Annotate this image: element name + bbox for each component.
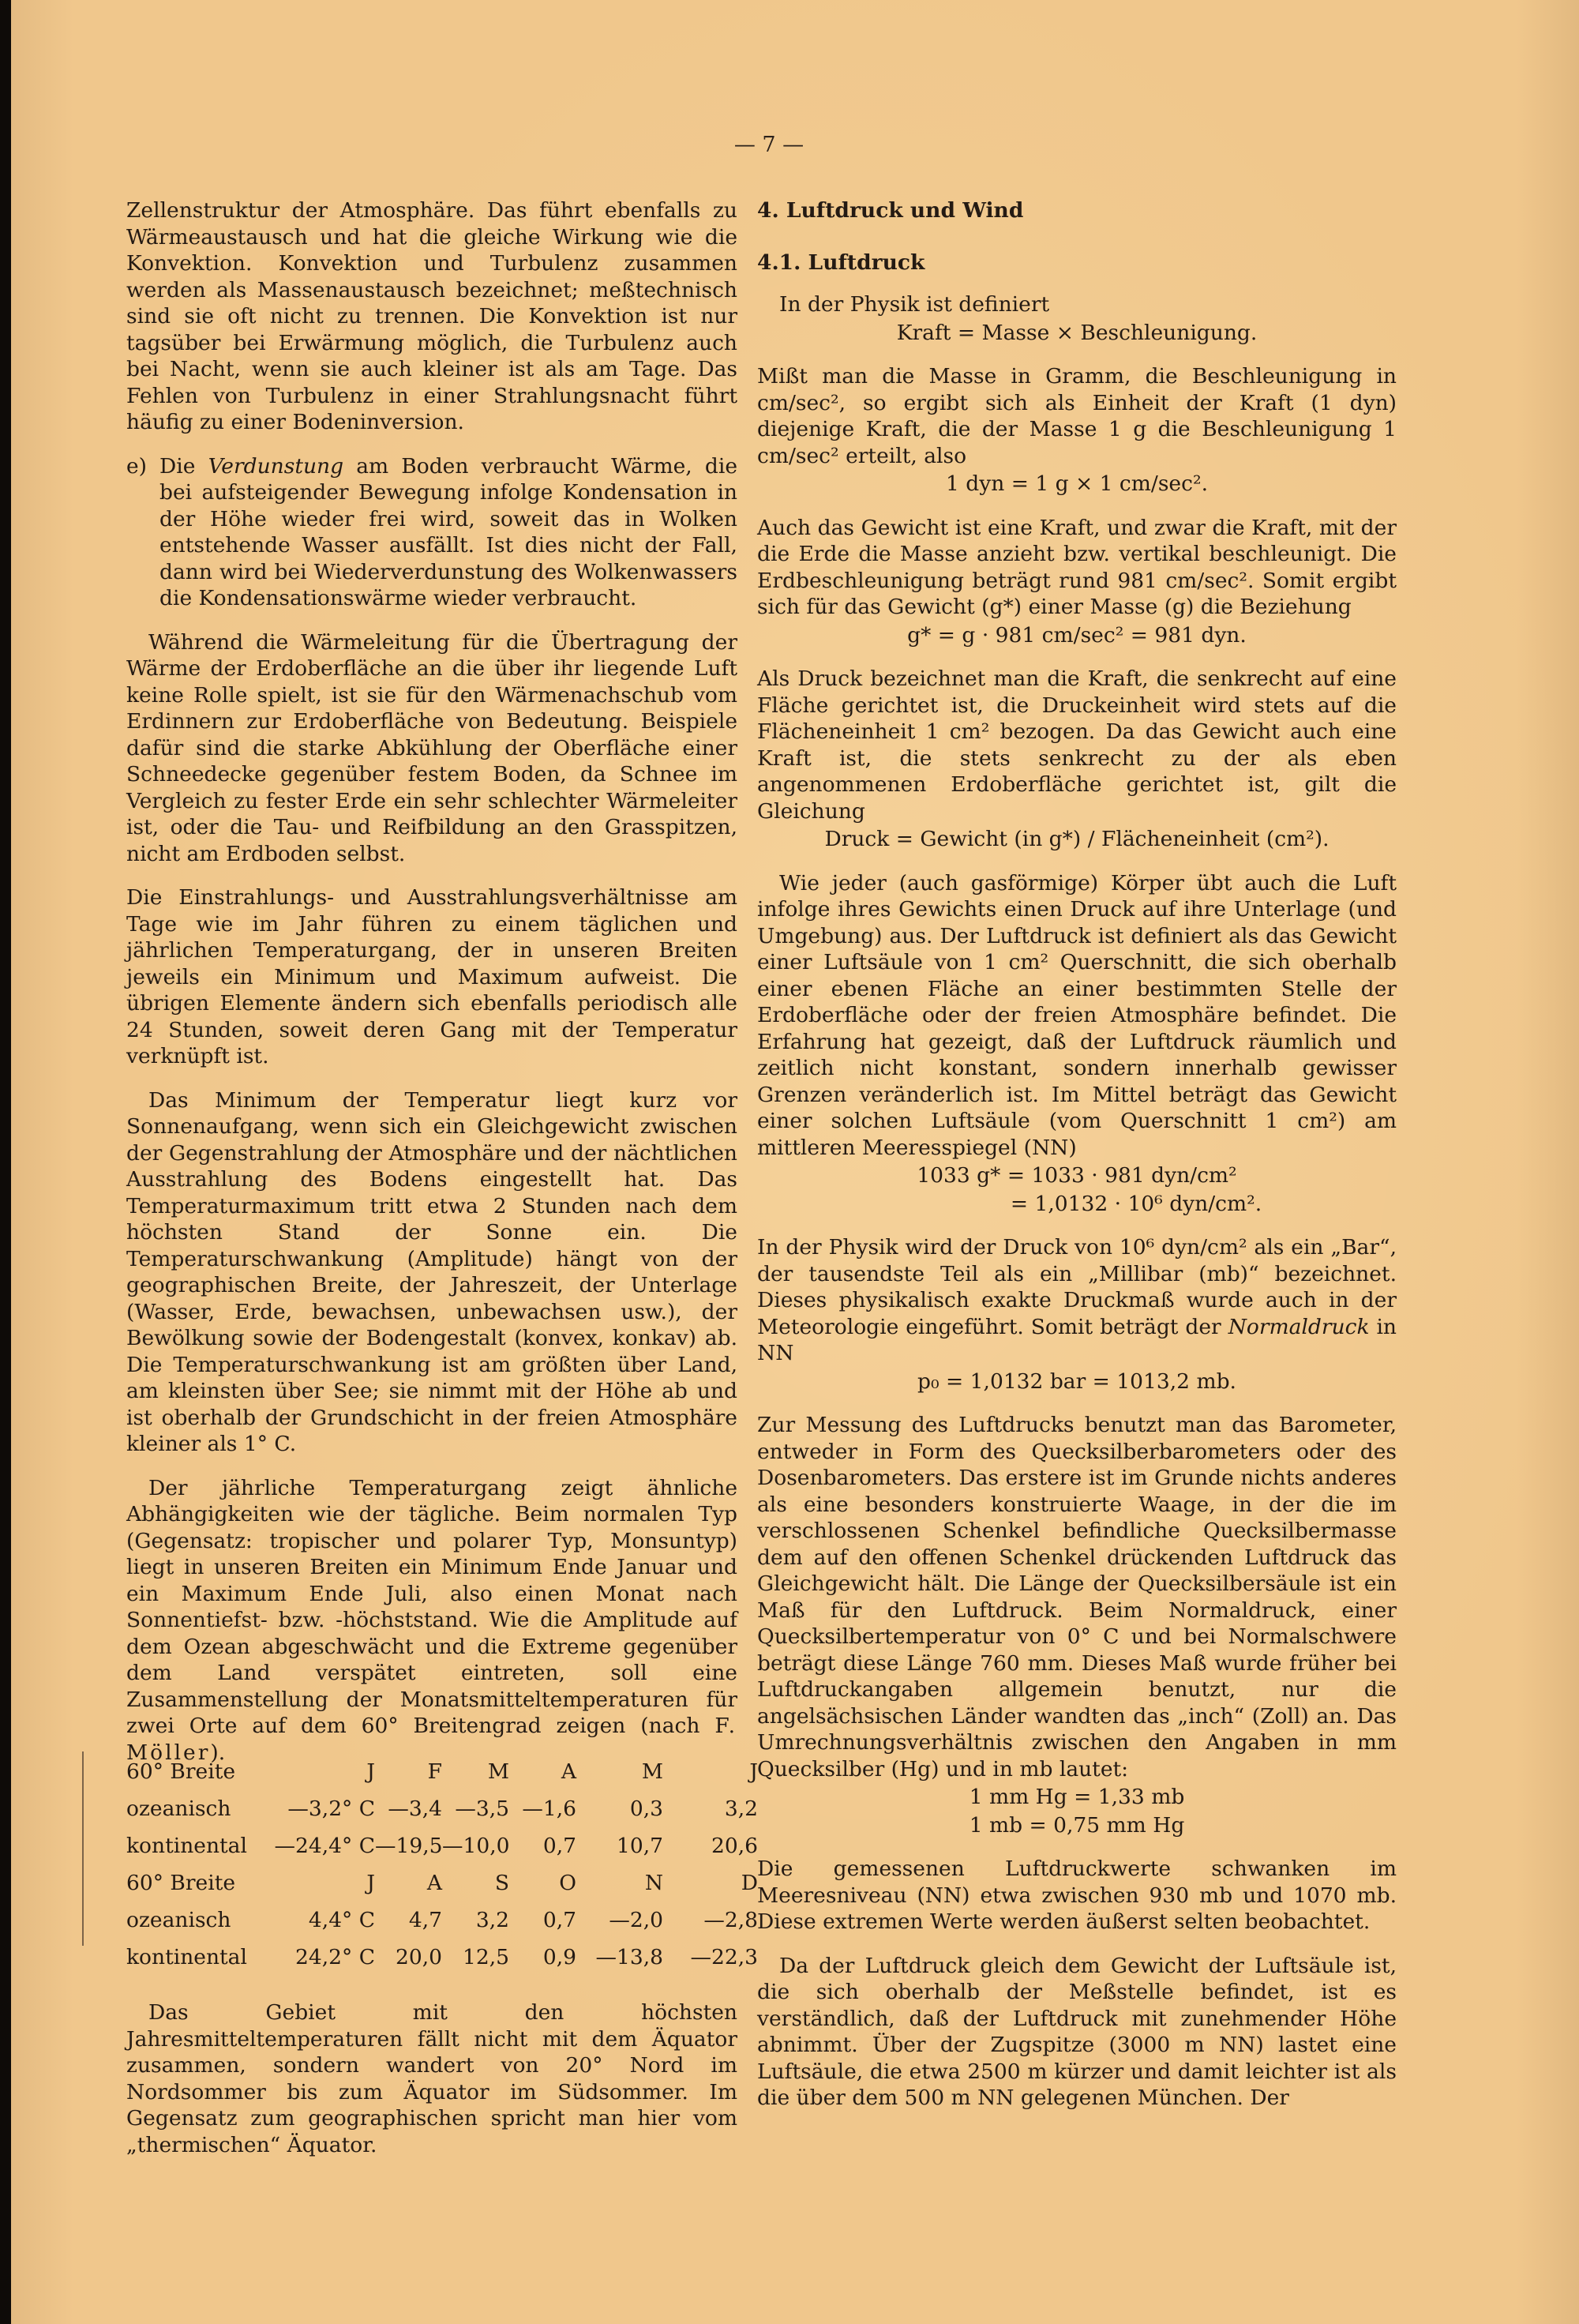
table-cell: 12,5 bbox=[462, 1945, 509, 1969]
table-cell: —2,8 bbox=[703, 1908, 758, 1932]
formula-weight: g* = g · 981 cm/sec² = 981 dyn. bbox=[907, 622, 1247, 648]
table-row bbox=[126, 1902, 758, 1939]
table-cell: —3,4 bbox=[388, 1797, 442, 1821]
formula-mb-to-mmhg: 1 mb = 0,75 mm Hg bbox=[969, 1812, 1185, 1838]
paragraph-physics-definition: In der Physik ist definiert bbox=[779, 292, 1050, 317]
table-cell: D bbox=[741, 1871, 758, 1895]
paragraph-thermal-equator-block bbox=[126, 1999, 737, 2158]
table-cell: 24,2° C bbox=[295, 1945, 375, 1969]
formula-dyn: 1 dyn = 1 g × 1 cm/sec². bbox=[946, 471, 1208, 496]
table-cell: 0,3 bbox=[629, 1797, 663, 1821]
table-cell: —10,0 bbox=[442, 1834, 510, 1858]
temperature-table bbox=[126, 1753, 758, 1976]
table-cell: —2,0 bbox=[609, 1908, 663, 1932]
table-cell: 0,7 bbox=[542, 1834, 576, 1858]
table-cell: M bbox=[487, 1759, 509, 1784]
table-row bbox=[126, 1864, 758, 1902]
paragraph-pressure: Als Druck bezeichnet man die Kraft, die senkrecht auf eine Fläche gerichtet ist, die Druckeinheit wird stets auf die Flächeneinheit 1 cm² bezogen. Da das Gewicht auch eine Kraft ist, die stets senkrecht zu der als eben angenommenen Erdoberfläche gerichtet ist, gilt die Gleichung bbox=[757, 666, 1397, 824]
table-cell: M bbox=[641, 1759, 663, 1784]
section-heading-pressure-wind: 4. Luftdruck und Wind bbox=[757, 198, 1024, 223]
table-cell: —24,4° C bbox=[274, 1834, 375, 1858]
table-cell: 10,7 bbox=[616, 1834, 663, 1858]
table-cell: —3,2° C bbox=[287, 1797, 375, 1821]
table-cell: 0,7 bbox=[542, 1908, 576, 1932]
table-cell: A bbox=[561, 1759, 576, 1784]
paragraph-convection-turbulence: Zellenstruktur der Atmosphäre. Das führt ebenfalls zu Wärmeaustausch und hat die gleiche Wirkung wie die Konvektion. Konvektion und Turbulenz zusammen werden als Massenaustausch bezeichnet; meßtechnisch sind sie oft nicht zu trennen. Die Konvektion ist nur tagsüber bei Erwärmung möglich, die Turbulenz auch bei Nacht, wenn sie auch kleiner ist als am Tage. Das Fehlen von Turbulenz in einer Strahlungsnacht führt häufig zu einer Bodeninversion. bbox=[126, 198, 737, 434]
left-column bbox=[126, 197, 737, 1766]
list-marker: e) bbox=[126, 453, 148, 479]
table-cell: —1,6 bbox=[522, 1797, 576, 1821]
bar-text-end: in NN bbox=[757, 1314, 1397, 1365]
table-cell: —3,5 bbox=[455, 1797, 509, 1821]
paragraph-daily-temperature: Das Minimum der Temperatur liegt kurz vor Sonnenaufgang, wenn sich ein Gleichgewicht zwischen der Gegenstrahlung der Atmosphäre und der nächtlichen Ausstrahlung des Bodens eingestellt hat. Das Temperaturmaximum tritt etwa 2 Stunden nach dem höchsten Stand der Sonne ein. Die Temperaturschwankung (Amplitude) hängt von der geographischen Breite, der Jahreszeit, der Unterlage (Wasser, Erde, bewachsen, unbewachsen usw.), der Bewölkung sowie der Bodengestalt (konvex, konkav) ab. Die Temperaturschwankung ist am größten über Land, am kleinsten über See; sie nimmt mit der Höhe ab und ist oberhalb der Grundschicht in der freien Atmosphäre kleiner als 1° C. bbox=[126, 1087, 737, 1456]
list-item-text: am Boden verbraucht Wärme, die bei aufsteigender Bewegung infolge Kondensation in der Höhe wieder frei wird, soweit das in Wolken entstehende Wasser ausfällt. Ist dies nicht der Fall, dann wird bei Wiederverdunstung des Wolkenwassers die Kondensationswärme wieder verbraucht. bbox=[159, 453, 738, 610]
table-cell: 3,2 bbox=[724, 1797, 758, 1821]
formula-force: Kraft = Masse × Beschleunigung. bbox=[896, 320, 1258, 345]
table-cell: ozeanisch bbox=[126, 1797, 231, 1821]
table-row bbox=[126, 1939, 758, 1976]
annual-text-end: ). bbox=[210, 1740, 226, 1765]
table-cell: J bbox=[366, 1871, 375, 1895]
table-cell: 60° Breite bbox=[126, 1871, 236, 1895]
formula-column-weight-result: = 1,0132 · 10⁶ dyn/cm². bbox=[1010, 1191, 1262, 1216]
table-row bbox=[126, 1827, 758, 1864]
paragraph-dyn-unit: Mißt man die Masse in Gramm, die Beschleunigung in cm/sec², so ergibt sich als Einheit der Kraft (1 dyn) diejenige Kraft, die der Masse 1 g die Beschleunigung 1 cm/sec² erteilt, also bbox=[757, 364, 1397, 468]
annual-text: Der jährliche Temperaturgang zeigt ähnliche Abhängigkeiten wie der tägliche. Beim normalen Typ (Gegensatz: tropischer und polarer Typ, Monsuntyp) liegt in unseren Breiten ein Minimum Ende Januar und ein Maximum Ende Juli, also einen Monat nach Sonnentiefst- bzw. -höchststand. Wie die Amplitude auf dem Ozean abgeschwächt und die Extreme gegenüber dem Land verspätet eintreten, soll eine Zusammenstellung der Monatsmitteltemperaturen für zwei Orte auf dem 60° Breitengrad zeigen (nach bbox=[126, 1475, 737, 1738]
paragraph-weight: Auch das Gewicht ist eine Kraft, und zwar die Kraft, mit der die Erde die Masse anzieht bzw. vertikal beschleunigt. Die Erdbeschleunigung beträgt rund 981 cm/sec². Somit ergibt sich für das Gewicht (g*) einer Masse (g) die Beziehung bbox=[757, 515, 1397, 619]
right-column bbox=[757, 197, 1397, 2112]
table-cell: 20,6 bbox=[711, 1834, 758, 1858]
table-cell: 4,7 bbox=[408, 1908, 442, 1932]
table-cell: kontinental bbox=[126, 1834, 247, 1858]
table-cell: —22,3 bbox=[690, 1945, 758, 1969]
paragraph-pressure-range: Die gemessenen Luftdruckwerte schwanken im Meeresniveau (NN) etwa zwischen 930 mb und 1070 mb. Diese extremen Werte werden äußerst selten beobachtet. bbox=[757, 1857, 1397, 1934]
term-normaldruck: Normaldruck bbox=[1228, 1314, 1370, 1339]
table-cell: O bbox=[559, 1871, 576, 1895]
formula-column-weight: 1033 g* = 1033 · 981 dyn/cm² bbox=[917, 1163, 1237, 1188]
formula-mmhg-to-mb: 1 mm Hg = 1,33 mb bbox=[969, 1785, 1185, 1809]
table-cell: kontinental bbox=[126, 1945, 247, 1969]
term-verdunstung: Verdunstung bbox=[208, 453, 344, 479]
table-cell: J bbox=[749, 1759, 758, 1784]
subsection-heading-air-pressure: 4.1. Luftdruck bbox=[757, 250, 925, 275]
table-cell: 0,9 bbox=[542, 1945, 576, 1969]
paragraph-annual-temperature bbox=[126, 1475, 737, 1766]
table-cell: S bbox=[494, 1871, 509, 1895]
table-cell: A bbox=[426, 1871, 442, 1895]
table-cell: ozeanisch bbox=[126, 1908, 231, 1932]
formula-normal-pressure: p₀ = 1,0132 bar = 1013,2 mb. bbox=[917, 1368, 1236, 1394]
table-cell: F bbox=[427, 1759, 442, 1784]
margin-mark bbox=[82, 1751, 84, 1946]
paragraph-barometer: Zur Messung des Luftdrucks benutzt man das Barometer, entweder in Form des Quecksilberbarometers oder des Dosenbarometers. Das erstere ist im Grunde nichts anderes als eine besonders konstruierte Waage, in der die im verschlossenen Schenkel befindliche Quecksilbermasse dem auf den offenen Schenkel drückenden Luftdruck das Gleichgewicht hält. Die Länge der Quecksilbersäule ist ein Maß für den Luftdruck. Beim Normaldruck, einer Quecksilbertemperatur von 0° C und bei Normalschwere beträgt diese Länge 760 mm. Dieses Maß wurde früher bei Luftdruckangaben allgemein benutzt, nur die angelsächsischen Länder wandten das „inch“ (Zoll) an. Das Umrechnungsverhältnis zwischen den Angaben in mm Quecksilber (Hg) und in mb lautet: bbox=[757, 1413, 1397, 1781]
paragraph-air-pressure-definition: Wie jeder (auch gasförmige) Körper übt auch die Luft infolge ihres Gewichts einen Druck auf ihre Unterlage (und Umgebung) aus. Der Luftdruck ist definiert als das Gewicht einer Luftsäule von 1 cm² Querschnitt, die sich oberhalb einer ebenen Fläche an einer bestimmten Stelle der Erdoberfläche oder der freien Atmosphäre befindet. Die Erfahrung hat gezeigt, daß der Luftdruck räumlich und zeitlich nicht konstant, sondern innerhalb gewisser Grenzen veränderlich ist. Im Mittel beträgt das Gewicht einer solchen Luftsäule (vom Querschnitt 1 cm²) am mittleren Meeresspiegel (NN) bbox=[757, 870, 1397, 1160]
table-cell: N bbox=[644, 1871, 663, 1895]
author-name: F. Möller bbox=[126, 1714, 737, 1765]
table-cell: —13,8 bbox=[595, 1945, 663, 1969]
table-cell: J bbox=[366, 1759, 375, 1784]
table-cell: 60° Breite bbox=[126, 1759, 236, 1784]
table-cell: 3,2 bbox=[475, 1908, 509, 1932]
table-row bbox=[126, 1753, 758, 1790]
bar-text: In der Physik wird der Druck von 10⁶ dyn/cm² als ein „Bar“, der tausendste Teil als ein „Millibar (mb)“ bezeichnet. Dieses physikalisch exakte Druckmaß wurde auch in der Meteorologie eingeführt. Somit beträgt der bbox=[757, 1235, 1397, 1339]
paragraph-pressure-height: Da der Luftdruck gleich dem Gewicht der Luftsäule ist, die sich oberhalb der Meßstelle befindet, ist es verständlich, daß der Luftdruck mit zunehmender Höhe abnimmt. Über der Zugspitze (3000 m NN) lastet eine Luftsäule, die etwa 2500 m kürzer und damit leichter ist als die über dem 500 m NN gelegenen München. Der bbox=[757, 1953, 1397, 2110]
table-cell: 4,4° C bbox=[308, 1908, 375, 1932]
list-item-lead: Die bbox=[159, 453, 208, 479]
paragraph-heat-conduction: Während die Wärmeleitung für die Übertragung der Wärme der Erdoberfläche an die über ihr liegende Luft keine Rolle spielt, ist sie für den Wärmenachschub vom Erdinnern zur Erdoberfläche von Bedeutung. Beispiele dafür sind die starke Abkühlung der Oberfläche einer Schneedecke gegenüber festem Boden, da Schnee im Vergleich zu fester Erde ein sehr schlechter Wärmeleiter ist, oder die Tau- und Reifbildung an den Grasspitzen, nicht am Erdboden selbst. bbox=[126, 629, 737, 866]
paragraph-thermal-equator: Das Gebiet mit den höchsten Jahresmitteltemperaturen fällt nicht mit dem Äquator zusammen, sondern wandert von 20° Nord im Nordsommer bis zum Äquator im Südsommer. Im Gegensatz zum geographischen spricht man hier vom „thermischen“ Äquator. bbox=[126, 2000, 737, 2157]
page-number: — 7 — bbox=[733, 133, 805, 157]
table-row bbox=[126, 1790, 758, 1827]
list-item-e-evaporation bbox=[126, 453, 737, 612]
document-page bbox=[11, 0, 1579, 2324]
table-cell: 20,0 bbox=[395, 1945, 442, 1969]
formula-pressure: Druck = Gewicht (in g*) / Flächeneinheit (cm²). bbox=[824, 827, 1330, 851]
table-cell: —19,5 bbox=[375, 1834, 443, 1858]
paragraph-bar bbox=[757, 1234, 1397, 1367]
paragraph-radiation-cycle: Die Einstrahlungs- und Ausstrahlungsverhältnisse am Tage wie im Jahr führen zu einem täglichen und jährlichen Temperaturgang, der in unseren Breiten jeweils ein Minimum und Maximum aufweist. Die übrigen Elemente ändern sich ebenfalls periodisch alle 24 Stunden, soweit deren Gang mit der Temperatur verknüpft ist. bbox=[126, 885, 737, 1068]
